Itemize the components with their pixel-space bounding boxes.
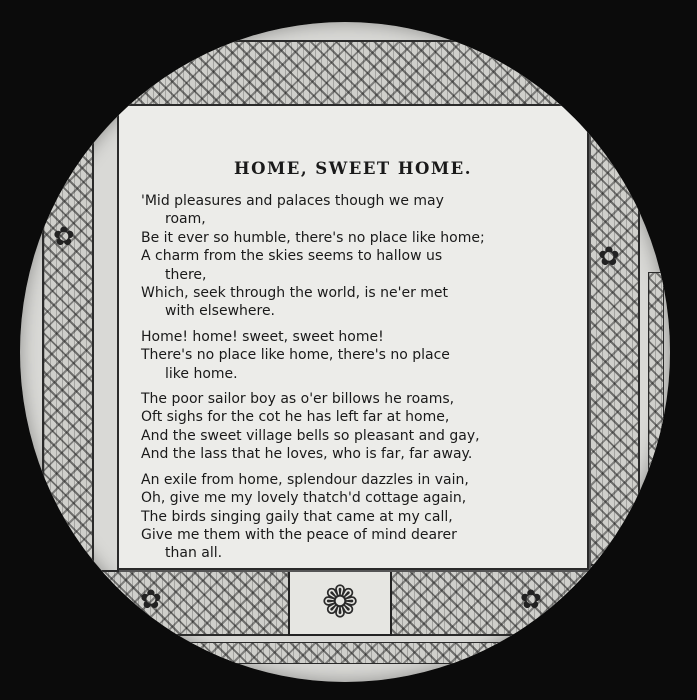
stanza: [141, 328, 571, 383]
four-petal-flower-icon: [288, 570, 392, 636]
poem-panel: [117, 104, 589, 570]
poem-line-continuation: than all.: [165, 545, 223, 562]
poem-title: HOME, SWEET HOME.: [234, 159, 472, 178]
poem-line-continuation: there,: [165, 266, 207, 283]
left-floral-border: [42, 132, 94, 566]
far-right-ornament-strip: [648, 272, 664, 484]
poem-line: A charm from the skies seems to hallow us: [141, 248, 443, 265]
poem-line: An exile from home, splendour dazzles in vain,: [141, 471, 469, 488]
poem-line: There's no place like home, there's no place: [141, 347, 450, 364]
poem-line: The poor sailor boy as o'er billows he roams,: [141, 391, 455, 408]
poem-line-continuation: roam,: [165, 211, 206, 228]
poem-line-continuation: like home.: [165, 365, 238, 382]
flower-ornament-icon: ✿: [140, 585, 162, 615]
poem-body: [141, 192, 571, 570]
poem-line-continuation: with elsewhere.: [165, 303, 276, 320]
poem-line: Be it ever so humble, there's no place like home;: [141, 229, 485, 246]
flower-ornament-icon: ✿: [598, 242, 620, 272]
stanza: [141, 471, 571, 563]
lower-ornament-strip: [130, 642, 562, 664]
medallion-glyph: ❁: [321, 577, 359, 628]
right-floral-border: [588, 122, 640, 566]
poem-line: Oh, give me my lovely thatch'd cottage again,: [141, 490, 467, 507]
stanza: [141, 390, 571, 464]
poem-line: Which, seek through the world, is ne'er met: [141, 285, 449, 302]
poem-line: And the sweet village bells so pleasant and gay,: [141, 427, 480, 444]
slide-disc: [20, 22, 670, 682]
stanza: [141, 192, 571, 321]
poem-line: Home! home! sweet, sweet home!: [141, 328, 384, 345]
top-floral-border: [115, 40, 589, 106]
poem-line: And the lass that he loves, who is far, far away.: [141, 446, 473, 463]
flower-ornament-icon: ✿: [520, 585, 542, 615]
poem-line: The birds singing gaily that came at my call,: [141, 508, 453, 525]
poem-line: Oft sighs for the cot he has left far at home,: [141, 409, 450, 426]
poem-line: 'Mid pleasures and palaces though we may: [141, 193, 444, 209]
flower-ornament-icon: ✿: [53, 222, 75, 252]
poem-line: Give me them with the peace of mind dearer: [141, 526, 457, 543]
